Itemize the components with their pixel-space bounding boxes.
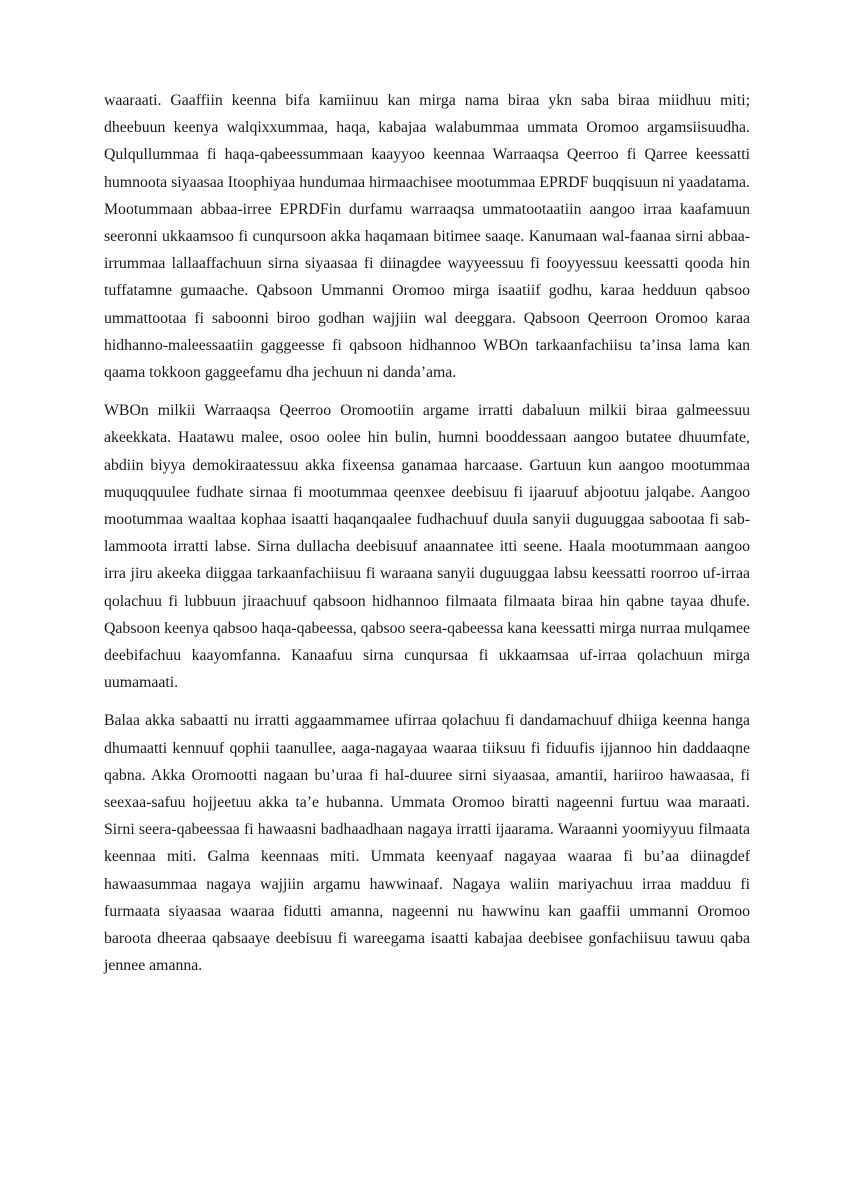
document-page: [104, 87, 750, 991]
paragraph-3: Balaa akka sabaatti nu irratti aggaammamee ufirraa qolachuu fi dandamachuuf dhiiga keenna hanga dhumaatti kennuuf qophii taanullee, aaga-nagayaa waaraa tiiksuu fi fiduufis ijjannoo hin daddaaqne qabna. Akka Oromootti nagaan bu’uraa fi hal-duuree sirni siyaasaa, amantii, hariiroo hawaasaa, fi seexaa-safuu hojjeetuu akka ta’e hubanna. Ummata Oromoo biratti nageenni furtuu waa maraati. Sirni seera-qabeessaa fi hawaasni badhaadhaan nagaya irratti ijaarama. Waraanni yoomiyyuu filmaata keennaa miti. Galma keennaas miti. Ummata keenyaaf nagayaa waaraa fi bu’aa diinagdef hawaasummaa nagaya wajjiin argamu hawwinaaf. Nagaya waliin mariyachuu irraa madduu fi furmaata siyaasaa waaraa fidutti amanna, nageenni nu hawwinu kan gaaffii ummanni Oromoo baroota dheeraa qabsaaye deebisuu fi wareegama isaatti kabajaa deebisee gonfachiisuu tawuu qaba jennee amanna.: [104, 712, 750, 975]
paragraph-1: waaraati. Gaaffiin keenna bifa kamiinuu kan mirga nama biraa ykn saba biraa miidhuu miti; dheebuun keenya walqixxummaa, haqa, kabajaa walabummaa ummata Oromoo argamsiisuudha. Qulqullummaa fi haqa-qabeessummaan kaayyoo keennaa Warraaqsa Qeerroo fi Qarree keessatti humnoota siyaasaa Itoophiyaa hundumaa hirmaachisee mootummaa EPRDF buqqisuun ni yaadatama. Mootummaan abbaa-irree EPRDFin durfamu warraaqsa ummatootaatiin aangoo irraa kaafamuun seeronni ukkaamsoo fi cunqursoon akka haqamaan bitimee saaqe. Kanumaan wal-faanaa sirni abbaa-irrummaa lallaaffachuun sirna siyaasaa fi diinagdee wayyeessuu fi fooyyessuu keessatti qooda hin tuffatamne gumaache. Qabsoon Ummanni Oromoo mirga isaatiif godhu, karaa hedduun qabsoo ummattootaa fi saboonni biroo godhan wajjiin wal deeggara. Qabsoon Qeerroon Oromoo karaa hidhanno-maleessaatiin gaggeesse fi qabsoon hidhannoo WBOn tarkaanfachiisu ta’insa lama kan qaama tokkoon gaggeefamu dha jechuun ni danda’ama.: [104, 92, 750, 382]
paragraph-2: WBOn milkii Warraaqsa Qeerroo Oromootiin argame irratti dabaluun milkii biraa galmeessuu akeekkata. Haatawu malee, osoo oolee hin bulin, humni booddessaan aangoo butatee dhuumfate, abdiin biyya demokiraatessuu akka fixeensa ganamaa harcaase. Gartuun kun aangoo mootummaa muquqquulee fudhate sirnaa fi mootummaa qeenxee deebisuu fi ijaaruuf abjootuu jalqabe. Aangoo mootummaa waaltaa kophaa isaatti haqanqaalee fudhachuuf duula sanyii duguuggaa sabootaa fi sab-lammoota irratti labse. Sirna dullacha deebisuuf anaannatee itti seene. Haala mootummaan aangoo irra jiru akeeka diiggaa tarkaanfachiisuu fi waraana sanyii duguuggaa labsu keessatti roorroo uf-irraa qolachuu fi lubbuun jiraachuuf qabsoon hidhannoo filmaata filmaata biraa hin qabne tayaa dhufe. Qabsoon keenya qabsoo haqa-qabeessa, qabsoo seera-qabeessa kana keessatti mirga nurraa mulqamee deebifachuu kaayomfanna. Kanaafuu sirna cunqursaa fi ukkaamsaa uf-irraa qolachuun mirga uumamaati.: [104, 402, 750, 692]
